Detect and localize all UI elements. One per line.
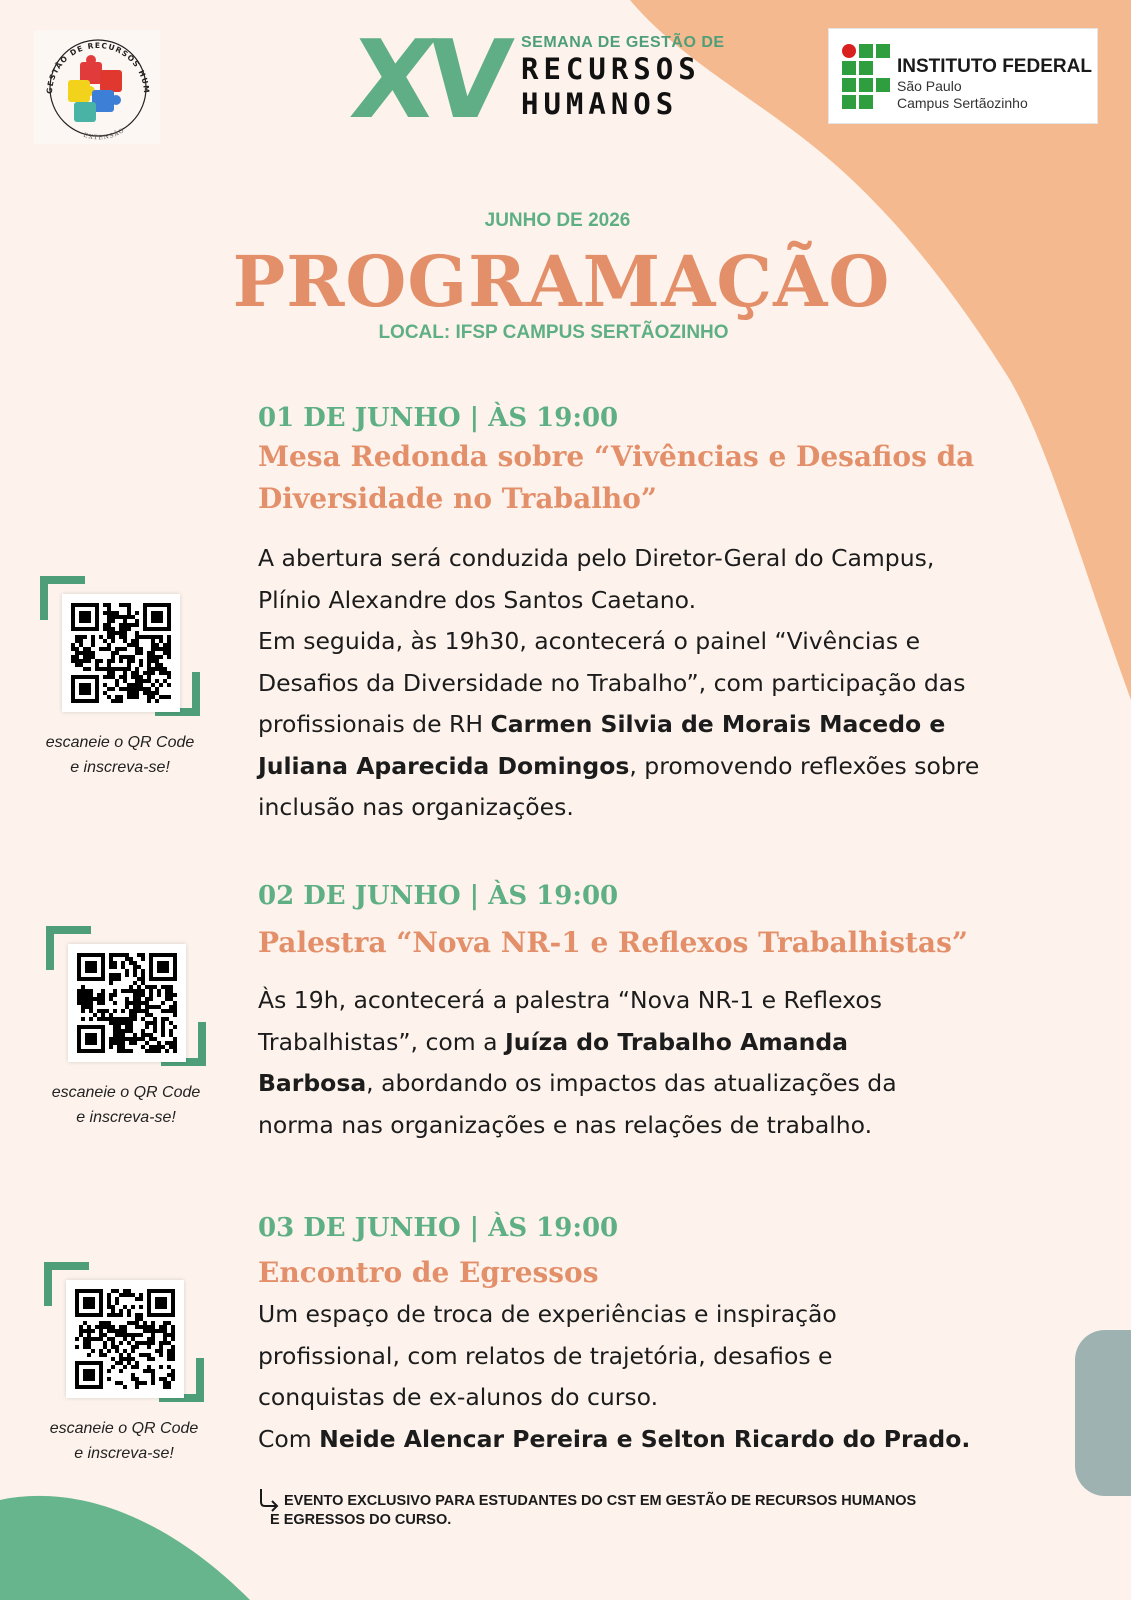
rh-logo-sub-text: EXTENSÃO: [82, 126, 127, 142]
svg-text:EXTENSÃO: [83, 127, 127, 142]
event-month: JUNHO DE 2026: [484, 210, 631, 231]
description-text: Com: [258, 1424, 320, 1453]
description-line: Às 19h, acontecerá a palestra “Nova NR-1 e Reflexos: [258, 986, 882, 1014]
description-line: [258, 1063, 1028, 1105]
footnote: [258, 1488, 916, 1530]
description-line: norma nas organizações e nas relações de trabalho.: [258, 1110, 873, 1139]
grey-side-tab: [1075, 1330, 1131, 1496]
event-date: 03 DE JUNHO | ÀS 19:00: [258, 1213, 619, 1243]
event-title-line: Diversidade no Trabalho”: [258, 482, 657, 515]
description-line: [258, 1022, 1028, 1064]
description-line: Em seguida, às 19h30, acontecerá o painel “Vivências e: [258, 627, 921, 655]
speaker-names: Juíza do Trabalho Amanda: [504, 1027, 849, 1056]
qr-caption-line: escaneie o QR Code: [51, 1084, 201, 1101]
event-description: [258, 538, 1028, 829]
event-name-line2: HUMANOS: [521, 87, 679, 121]
green-background-shape: [0, 1490, 260, 1600]
description-line: [258, 746, 1028, 788]
description-line: inclusão nas organizações.: [258, 793, 574, 821]
event-name-small: SEMANA DE GESTÃO DE: [521, 34, 725, 51]
footnote-line: E EGRESSOS DO CURSO.: [270, 1512, 452, 1528]
qr-block-1: [40, 576, 200, 780]
qr-code[interactable]: [68, 944, 186, 1062]
event-title-line: Encontro de Egressos: [258, 1256, 599, 1289]
page-title: PROGRAMAÇÃO: [232, 240, 891, 323]
ifsp-logo: [828, 28, 1098, 124]
qr-code[interactable]: [66, 1280, 184, 1398]
event-date: 02 DE JUNHO | ÀS 19:00: [258, 881, 619, 911]
qr-caption-line: e inscreva-se!: [76, 1109, 176, 1126]
ifsp-name: INSTITUTO FEDERAL: [897, 56, 1092, 77]
event-description: [258, 1294, 1028, 1460]
description-line: [258, 704, 1028, 746]
description-text: profissionais de RH: [258, 710, 491, 738]
event-section-3: [258, 1212, 1028, 1460]
qr-caption-line: e inscreva-se!: [70, 759, 170, 776]
qr-caption-line: escaneie o QR Code: [45, 734, 195, 751]
description-line: A abertura será conduzida pelo Diretor-Geral do Campus,: [258, 544, 935, 572]
description-text: Trabalhistas”, com a: [258, 1027, 505, 1056]
event-date: 01 DE JUNHO | ÀS 19:00: [258, 403, 619, 433]
rh-logo-arc-text: GESTÃO DE RECURSOS HUM: [44, 40, 152, 95]
event-title: [258, 1252, 1028, 1294]
speaker-names: Juliana Aparecida Domingos: [258, 751, 630, 780]
speaker-names: Neide Alencar Pereira e Selton Ricardo do Prado.: [319, 1424, 971, 1453]
qr-caption-line: e inscreva-se!: [74, 1445, 174, 1462]
description-text: , promovendo reflexões sobre: [629, 751, 980, 780]
event-section-2: [258, 880, 1028, 1146]
event-location: LOCAL: IFSP CAMPUS SERTÃOZINHO: [378, 322, 729, 343]
edition-mark: XV: [345, 18, 510, 143]
description-line: [258, 1419, 1028, 1461]
description-line: profissional, com relatos de trajetória, desafios e: [258, 1341, 833, 1370]
description-line: Um espaço de troca de experiências e inspiração: [258, 1300, 837, 1328]
description-text: , abordando os impactos das atualizações da: [366, 1069, 897, 1097]
qr-caption-line: escaneie o QR Code: [49, 1420, 199, 1437]
footnote-line: EVENTO EXCLUSIVO PARA ESTUDANTES DO CST EM GESTÃO DE RECURSOS HUMANOS: [284, 1493, 917, 1509]
event-section-1: [258, 402, 1028, 829]
event-name-line1: RECURSOS: [521, 52, 701, 86]
ifsp-grid-icon: [841, 43, 891, 109]
speaker-names: Carmen Silvia de Morais Macedo e: [490, 710, 946, 738]
speaker-names: Barbosa: [258, 1069, 367, 1097]
rh-course-logo: [34, 30, 160, 144]
event-title: [258, 922, 1028, 964]
qr-code[interactable]: [62, 594, 180, 712]
description-line: conquistas de ex-alunos do curso.: [258, 1383, 659, 1411]
description-line: Plínio Alexandre dos Santos Caetano.: [258, 585, 697, 614]
ifsp-state: São Paulo: [897, 78, 962, 94]
turn-arrow-icon: [258, 1488, 280, 1512]
event-title-line: Mesa Redonda sobre “Vivências e Desafios da: [258, 440, 975, 473]
description-line: Desafios da Diversidade no Trabalho”, com participação das: [258, 668, 966, 697]
event-description: [258, 980, 1028, 1146]
qr-block-3: [44, 1262, 204, 1466]
qr-block-2: [46, 926, 206, 1130]
event-name: [521, 34, 725, 122]
event-title: [258, 436, 1028, 520]
event-title-line: Palestra “Nova NR-1 e Reflexos Trabalhistas”: [258, 926, 968, 959]
ifsp-campus: Campus Sertãozinho: [897, 95, 1028, 111]
